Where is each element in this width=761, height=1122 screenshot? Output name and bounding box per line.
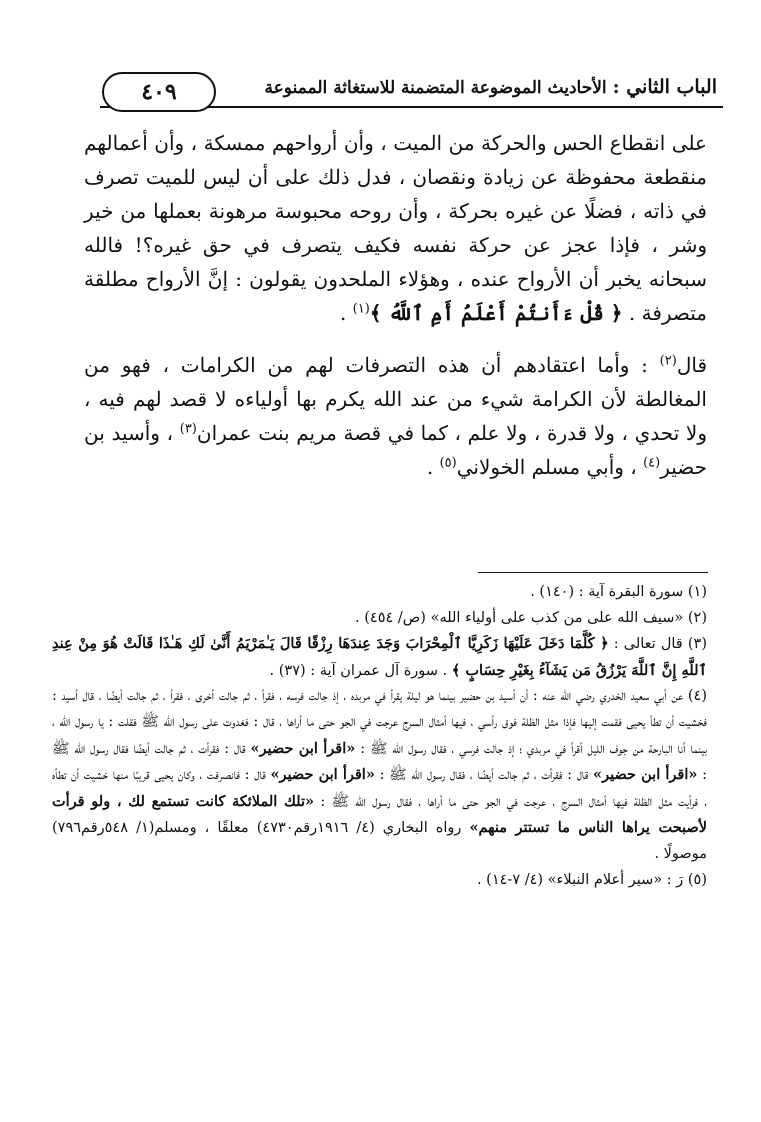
- paragraph-2-text-3: ، وأبي مسلم الخولاني: [456, 455, 644, 479]
- footnote-1: (١) سورة البقرة آية : (١٤٠) .: [530, 584, 707, 600]
- footnote-4-quote-4: «تلك الملائكة كانت تستمع لك ، ولو قرأت لأصبحت يراها الناس ما تستتر منهم»: [52, 792, 708, 837]
- footnote-ref-1[interactable]: (١): [352, 301, 370, 317]
- chapter-label: الباب الثاني :: [612, 76, 717, 98]
- paragraph-1-end: .: [339, 301, 353, 325]
- footnote-ref-5[interactable]: (٥): [439, 455, 457, 471]
- paragraph-2-end: .: [426, 455, 440, 479]
- footnote-4-quote-2: «اقرأ ابن حضير»: [593, 766, 698, 784]
- footnote-3-intro: (٣) قال تعالى :: [613, 636, 707, 653]
- footnote-3: [52, 631, 707, 684]
- paragraph-2-text-2: ، وأسيد بن حضير: [84, 421, 707, 479]
- header-title: [265, 76, 717, 98]
- main-text: [84, 126, 707, 484]
- footnote-3-source: . سورة آل عمران آية : (٣٧) .: [269, 662, 448, 679]
- footnote-3-quran: ﴿ كُلَّمَا دَخَلَ عَلَيْهَا زَكَرِيَّا ٱلْمِحْرَابَ وَجَدَ عِندَهَا رِزْقًا قَالَ يَـٰمَرْيَمُ أَنَّىٰ لَكِ هَـٰذَا قَالَتْ هُوَ مِنْ عِندِ ٱللَّهِ إِنَّ ٱللَّهَ يَرْزُقُ مَن يَشَآءُ بِغَيْرِ حِسَابٍ ﴾: [52, 635, 707, 679]
- footnote-4-text-2: قال : فقرأت ، ثم جالت أيضًا فقال رسول الله ﷺ :: [52, 740, 708, 784]
- footnotes: [52, 580, 707, 893]
- quran-verse: ﴿ قُلْ ءَأَنتُمْ أَعْلَمُ أَمِ ٱللَّهُ ﴾: [369, 301, 623, 325]
- chapter-title: الأحاديث الموضوعة المتضمنة للاستغاثة الممنوعة: [264, 78, 607, 98]
- paragraph-1: [84, 126, 707, 330]
- paragraph-2: [84, 348, 707, 484]
- paragraph-1-text: على انقطاع الحس والحركة من الميت ، وأن أرواحهم ممسكة ، وأن أعمالهم منقطعة محفوظة عن زيادة ونقصان ، فدل ذلك على أن ليس للميت تصرف في ذاته ، فضلًا عن غيره بحركة ، وأن روحه محبوسة مرهونة بعملها من خير وشر ، فإذا عجز عن حركة نفسه فكيف يتصرف في حق غيره؟! فالله سبحانه يخبر أن الأرواح عنده ، وهؤلاء الملحدون يقولون : إنَّ الأرواح مطلقة متصرفة .: [84, 131, 707, 325]
- page-number: ٤٠٩: [102, 72, 216, 112]
- footnote-2: (٢) «سيف الله على من كذب على أولياء الله» (ص/ ٤٥٤) .: [355, 609, 707, 626]
- footnote-4: [52, 684, 707, 867]
- paragraph-2-text: : وأما اعتقادهم أن هذه التصرفات لهم من الكرامات ، فهو من المغالطة لأن الكرامة شيء من عند الله يكرم بها أولياءه لا قصد لهم فيه ، ولا تحدي ، ولا قدرة ، ولا علم ، كما في قصة مريم بنت عمران: [84, 353, 707, 445]
- footnote-4-source: رواه البخاري (٤/ ١٩١٦رقم٤٧٣٠) معلقًا ، ومسلم(١/ ٥٤٨رقم٧٩٦) موصولًا .: [52, 820, 707, 862]
- footnote-4-text: (٤) عن أبي سعيد الخدري رضي الله عنه : أن أسيد بن حضير بينما هو ليلة يقرأ في مربده ، إذ جالت فرسه ، فقرأ ، ثم جالت أخرى ، فقرأ ، ثم جالت أيضًا ، قال أسيد : فخشيت أن تطأ يحيى فقمت إليها فإذا مثل الظلة فوق رأسي ، فيها أمثال السرج عرجت في الجو حتى ما أراها ، قال : فغدوت على رسول الله ﷺ فقلت : يا رسول الله ، بينما أنا البارحة من جوف الليل أقرأ في مربدي ؛ إذ جالت فرسي ، فقال رسول الله ﷺ :: [52, 688, 707, 757]
- footnote-ref-2[interactable]: (٢): [659, 353, 677, 369]
- running-header: [40, 58, 723, 120]
- footnote-4-quote-1: «اقرأ ابن حضير»: [250, 739, 356, 757]
- footnote-separator: [478, 572, 708, 573]
- footnote-ref-4[interactable]: (٤): [643, 455, 661, 471]
- footnote-4-quote-3: «اقرأ ابن حضير»: [270, 766, 375, 784]
- footnote-4-text-3: قال : فقرأت ، ثم جالت أيضًا ، فقال رسول الله ﷺ :: [379, 767, 593, 784]
- paragraph-2-start: قال: [676, 353, 707, 377]
- footnote-5: (٥) رَ : «سير أعلام النبلاء» (٤/ ٧-١٤) .: [476, 871, 707, 888]
- footnote-ref-3[interactable]: (٣): [179, 421, 197, 437]
- footnote-4-text-4: قال : فانصرفت ، وكان يحيى قريبًا منها خشيت أن تطأه ، فرأيت مثل الظلة فيها أمثال السرج ، عرجت في الجو حتى ما أراها ، فقال رسول الله ﷺ :: [52, 767, 708, 810]
